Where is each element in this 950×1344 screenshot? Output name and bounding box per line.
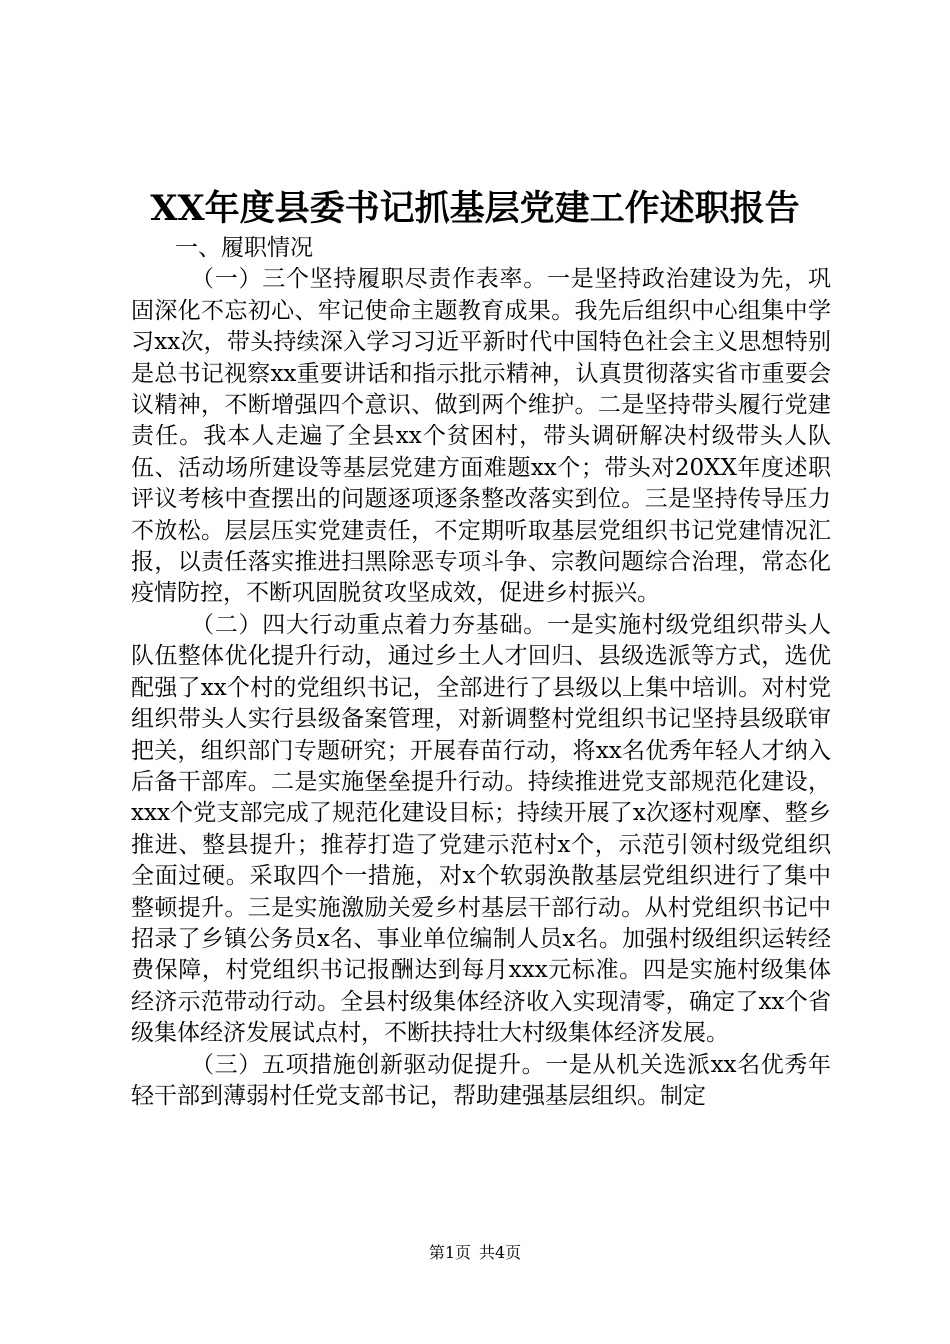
- paragraph-2: （二）四大行动重点着力夯基础。一是实施村级党组织带头人队伍整体优化提升行动，通过乡土人才回归、县级选派等方式，选优配强了xx个村的党组织书记，全部进行了县级以上集中培训。对村党组织带头人实行县级备案管理，对新调整村党组织书记坚持县级联审把关，组织部门专题研究；开展春苗行动，将xx名优秀年轻人才纳入后备干部库。二是实施堡垒提升行动。持续推进党支部规范化建设，xxx个党支部完成了规范化建设目标；持续开展了x次逐村观摩、整乡推进、整县提升；推荐打造了党建示范村x个，示范引领村级党组织全面过硬。采取四个一措施，对x个软弱涣散基层党组织进行了集中整顿提升。三是实施激励关爱乡村基层干部行动。从村党组织书记中招录了乡镇公务员x名、事业单位编制人员x名。加强村级组织运转经费保障，村党组织书记报酬达到每月xxx元标准。四是实施村级集体经济示范带动行动。全县村级集体经济收入实现清零，确定了xx个省级集体经济发展试点村，不断扶持壮大村级集体经济发展。: [131, 611, 831, 1047]
- paragraph-1: （一）三个坚持履职尽责作表率。一是坚持政治建设为先，巩固深化不忘初心、牢记使命主题教育成果。我先后组织中心组集中学习xx次，带头持续深入学习习近平新时代中国特色社会主义思想特别是总书记视察xx重要讲话和指示批示精神，认真贯彻落实省市重要会议精神，不断增强四个意识、做到两个维护。二是坚持带头履行党建责任。我本人走遍了全县xx个贫困村，带头调研解决村级带头人队伍、活动场所建设等基层党建方面难题xx个；带头对20XX年度述职评议考核中查摆出的问题逐项逐条整改落实到位。三是坚持传导压力不放松。层层压实党建责任，不定期听取基层党组织书记党建情况汇报，以责任落实推进扫黑除恶专项斗争、宗教问题综合治理，常态化疫情防控，不断巩固脱贫攻坚成效，促进乡村振兴。: [131, 266, 831, 607]
- document-body: [131, 233, 831, 1112]
- total-pages: 共4页: [479, 1243, 522, 1262]
- page-number: 第1页: [428, 1243, 471, 1262]
- paragraph-3: （三）五项措施创新驱动促提升。一是从机关选派xx名优秀年轻干部到薄弱村任党支部书记，帮助建强基层组织。制定: [131, 1051, 831, 1109]
- section-heading: 一、履职情况: [175, 235, 313, 261]
- document-title: XX年度县委书记抓基层党建工作述职报告: [150, 188, 800, 229]
- page-footer: [0, 1242, 950, 1264]
